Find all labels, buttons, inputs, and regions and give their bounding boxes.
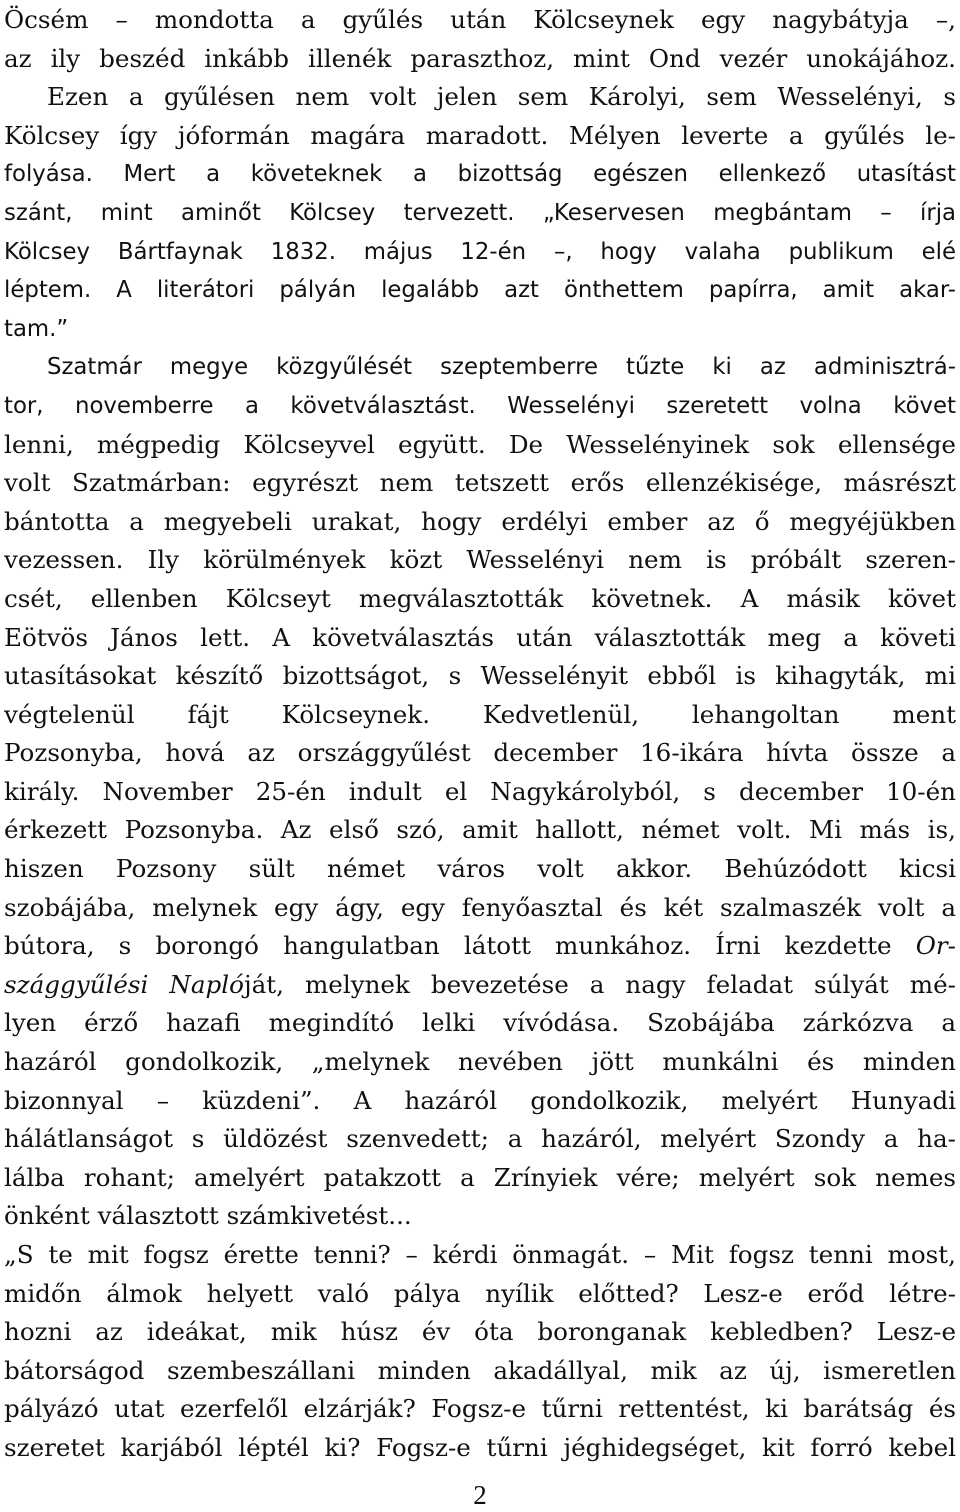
body-text [4,1,956,1468]
text-line: önként választott számkivetést... [4,1201,412,1231]
italic-text: szággyűlési Napló [4,969,244,999]
text-line: hálátlanságot s üldözést szenvedett; a hazáról, melyért Szondy a ha- [4,1124,956,1154]
text-line: bántotta a megyebeli urakat, hogy erdélyi ember az ő megyéjükben [4,506,956,536]
text-segment: ját, melynek bevezetése a nagy feladat súlyát mé- [243,969,956,999]
document-page [4,0,956,1512]
text-line: Kölcsey így jóformán magára maradott. Mélyen leverte a gyűlés le- [4,120,956,150]
text-line: hozni az ideákat, mik húsz év óta boronganak kebledben? Lesz-e [4,1317,956,1347]
text-line: király. November 25-én indult el Nagykárolyból, s december 10-én [4,776,956,806]
text-line: tam.” [4,315,69,342]
text-line: volt Szatmárban: egyrészt nem tetszett erős ellenzékisége, másrészt [4,468,956,498]
text-line: tor, novemberre a követválasztást. Wesselényi szeretett volna követ [4,392,956,419]
text-line: Ezen a gyűlésen nem volt jelen sem Károlyi, sem Wesselényi, s [47,82,956,112]
text-line: végtelenül fájt Kölcseynek. Kedvetlenül, lehangoltan ment [4,699,956,729]
text-line: folyása. Mert a követeknek a bizottság egészen ellenkező utasítást [4,161,956,188]
text-line: szeretet karjából léptél ki? Fogsz-e tűrni jéghidegséget, kit forró kebel [4,1432,956,1462]
text-line: „S te mit fogsz érette tenni? – kérdi önmagát. – Mit fogsz tenni most, [4,1240,956,1269]
text-line: lálba rohant; amelyért patakzott a Zrínyiek vére; melyért sok nemes [4,1162,956,1192]
text-line: szobájába, melynek egy ágy, egy fenyőasztal és két szalmaszék volt a [4,892,956,922]
text-line: léptem. A literátori pályán legalább azt önthettem papírra, amit akar- [4,277,956,304]
text-line [4,927,956,966]
page-number: 2 [473,1480,487,1510]
text-line: lenni, mégpedig Kölcseyvel együtt. De Wesselényinek sok ellensége [4,429,956,459]
text-line: lyen érző hazafi megindító lelki vívódása. Szobájába zárkózva a [4,1008,956,1038]
text-segment: bútora, s borongó hangulatban látott munkához. Írni kezdette [4,931,892,961]
text-line: Eötvös János lett. A követválasztás után választották meg a követi [4,622,956,652]
text-line: Szatmár megye közgyűlését szeptemberre tűzte ki az adminisztrá- [47,354,956,381]
text-line: pályázó utat ezerfelől elzárják? Fogsz-e tűrni rettentést, ki barátság és [4,1394,956,1424]
text-line: bizonnyal – küzdeni”. A hazáról gondolkozik, melyért Hunyadi [4,1085,956,1115]
text-line: Kölcsey Bártfaynak 1832. május 12-én –, hogy valaha publikum elé [4,238,956,265]
text-line: bátorságod szembeszállani minden akadállyal, mik az új, ismeretlen [4,1355,956,1385]
text-line: Pozsonyba, hová az országgyűlést december 16-ikára hívta össze a [4,738,956,768]
text-line: Öcsém – mondotta a gyűlés után Kölcseynek egy nagybátyja –, [4,5,956,34]
text-line: az ily beszéd inkább illenék paraszthoz, mint Ond vezér unokájához. [4,43,956,73]
text-line: midőn álmok helyett való pálya nyílik előtted? Lesz-e erőd létre- [4,1278,956,1308]
text-line: utasításokat készítő bizottságot, s Wesselényit ebből is kihagyták, mi [4,661,956,691]
text-line: vezessen. Ily körülmények közt Wesselényi nem is próbált szeren- [4,545,956,575]
text-line: szánt, mint aminőt Kölcsey tervezett. „Keservesen megbántam – írja [4,199,956,226]
text-line: hiszen Pozsony sült német város volt akkor. Behúzódott kicsi [4,854,956,884]
text-line: csét, ellenben Kölcseyt megválasztották követnek. A másik követ [4,583,956,613]
text-line: hazáról gondolkozik, „melynek nevében jött munkálni és minden [4,1047,956,1077]
text-line: érkezett Pozsonyba. Az első szó, amit hallott, német volt. Mi más is, [4,815,956,845]
italic-text: Or- [915,931,956,961]
text-line [4,966,956,1005]
